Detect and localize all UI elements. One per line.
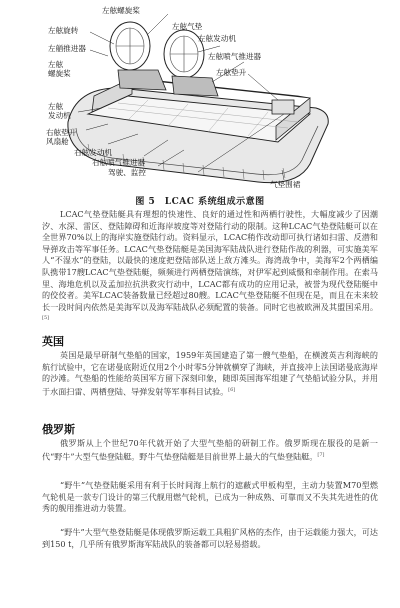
callout-right-engine: 右舷发动机 <box>74 148 112 157</box>
callout-left-engine: 左舷发动机 <box>198 34 236 43</box>
uk-heading: 英国 <box>42 335 64 348</box>
callout-left-propeller-guard: 左舷螺旋桨 <box>102 6 140 15</box>
callout-left-cushion-fan: 左舷气垫 <box>172 22 203 31</box>
intro-ref: [5] <box>42 315 50 322</box>
callout-skirt: 气垫围裙 <box>270 180 301 189</box>
lcac-diagram <box>48 4 348 190</box>
callout-right-jet-pusher: 右舷喷气推进器 <box>92 158 146 167</box>
russia-ref: [7] <box>317 451 325 458</box>
callout-left-bow-thruster: 左艏推进器 <box>48 44 86 53</box>
intro-text: LCAC气垫登陆艇具有理想的快速性、良好的通过性和两栖行驶性，大幅度减少了因潮汐、水深、雷区、登陆障碍和近海岸坡度等对登陆行动的限制。这种LCAC气垫登陆艇可以在全世界70%以上的海岸实施登陆行动。资料显示，LCAC稍作改动即可执行诸如扫雷、反潜和导弹攻击等军事任务。LCAC气垫登陆艇是美国海军陆战队进行登陆作战的利器，可实施美军人“不湿水”的登陆，以最快的速度把登陆部队送上敌方滩头。海湾战争中，美海军2个两栖编队携带17艘LCAC气垫登陆艇，频频进行两栖登陆演练，对伊军起到威慑和牵制作用。在索马里、海地危机以及孟加拉抗洪救灾行动中，LCAC都有成功的应用记录，被誉为现代登陆艇中的佼佼者。美军LCAC装备数量已经超过80艘。LCAC气垫登陆艇不但现在是，而且在未来较长一段时间内依然是美海军以及海军陆战队必须配置的装备。同时它也被欧洲及其盟国采用。 <box>42 209 378 312</box>
callout-left-propeller: 左舷 螺旋桨 <box>48 60 71 78</box>
callout-left-side-engine: 左舷 发动机 <box>48 102 71 120</box>
russia-paragraph-3: “野牛”大型气垫登陆艇是体现俄罗斯运载工具粗犷风格的杰作，由于运载能力强大，可达到150 t，几乎所有俄罗斯海军陆战队的装备都可以轻易搭载。 <box>42 527 378 549</box>
intro-paragraph <box>42 209 378 327</box>
callout-left-bow-rotating: 左舷旋转 <box>48 26 79 35</box>
callout-left-lift-fan: 左舷垫升 <box>216 68 247 77</box>
uk-paragraph <box>42 350 378 398</box>
uk-text: 英国是最早研制气垫船的国家，1959年英国建造了第一艘气垫船，在横渡英吉利海峡的航行试验中，它在诺曼底附近仅用2个小时零5分钟就横穿了海峡，并直接冲上法国诺曼底海岸的沙滩。气垫船的性能给英国军方留下深刻印象，随即英国海军组建了气垫船试验分队，并用于水面扫雷、两栖登陆、导弹发射等军事科目试验。 <box>42 350 378 397</box>
figure-caption: 图 5 LCAC 系统组成示意图 <box>135 197 265 207</box>
russia-paragraph-2: “野牛”气垫登陆艇采用有利于长时间海上航行的遮蔽式甲板构型，主动力装置M70型燃气轮机是一款专门设计的第三代舰用燃气轮机，已成为一种成熟、可靠而又不失其先进性的优秀的舰用推进动力装置。 <box>42 480 378 514</box>
callout-cockpit: 驾驶、监控 <box>108 168 146 177</box>
callout-right-lift-fan-bay: 右舷垫升 风扇舱 <box>46 128 77 146</box>
russia-heading: 俄罗斯 <box>42 423 75 436</box>
callout-left-stern-jet-pusher: 左舷喷气推进器 <box>208 52 262 61</box>
russia-text-1: 俄罗斯从上个世纪70年代就开始了大型气垫船的研制工作。俄罗斯现在服役的是新一代“野牛”大型气垫登陆艇。野牛气垫登陆艇是目前世界上最大的气垫登陆艇。 <box>42 438 378 462</box>
uk-ref: [6] <box>228 386 236 393</box>
russia-paragraph-1 <box>42 438 378 463</box>
